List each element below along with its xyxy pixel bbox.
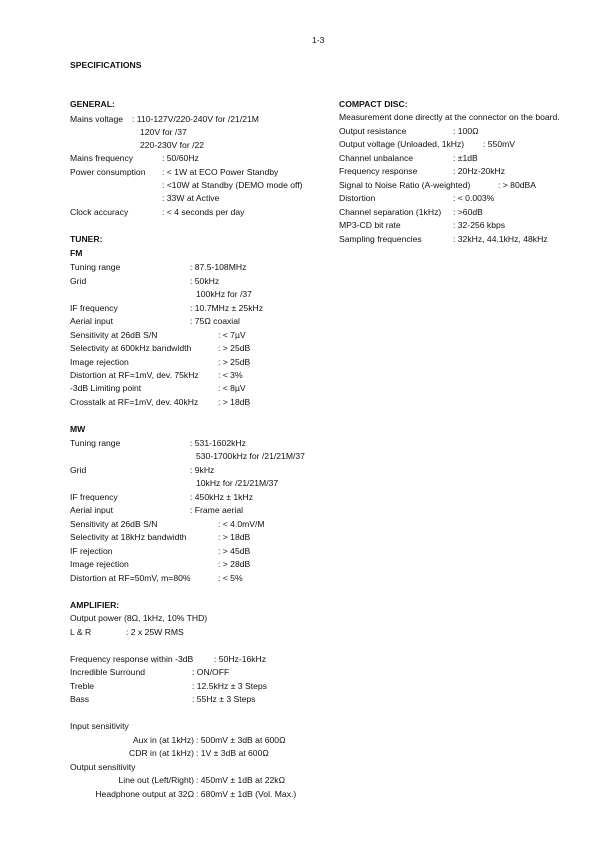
tuner-heading: TUNER: bbox=[70, 234, 103, 244]
spec-value: : 450mV ± 1dB at 22kΩ bbox=[196, 775, 286, 785]
fm-heading: FM bbox=[70, 248, 83, 258]
mw-heading: MW bbox=[70, 424, 86, 434]
spec-value: : > 18dB bbox=[218, 532, 251, 542]
spec-label: Aux in (at 1kHz) bbox=[132, 735, 194, 745]
spec-value: : 450kHz ± 1kHz bbox=[190, 492, 253, 502]
spec-value: : 50kHz bbox=[190, 276, 220, 286]
spec-value: : 50Hz-16kHz bbox=[214, 654, 267, 664]
general-heading: GENERAL: bbox=[70, 99, 115, 109]
spec-label: Selectivity at 18kHz bandwidth bbox=[70, 532, 187, 542]
spec-label: Channel unbalance bbox=[339, 153, 414, 163]
amplifier-heading: AMPLIFIER: bbox=[70, 600, 120, 610]
spec-label: Output resistance bbox=[339, 126, 407, 136]
spec-label: Power consumption bbox=[70, 167, 146, 177]
spec-label: Headphone output at 32Ω bbox=[95, 789, 194, 799]
spec-label: Selectivity at 600kHz bandwidth bbox=[70, 343, 192, 353]
spec-label: Output voltage (Unloaded, 1kHz) bbox=[339, 139, 465, 149]
spec-value: 530-1700kHz for /21/21M/37 bbox=[196, 451, 305, 461]
spec-value: : < 4 seconds per day bbox=[162, 207, 245, 217]
spec-label: Sampling frequencies bbox=[339, 234, 422, 244]
spec-label: Treble bbox=[70, 681, 95, 691]
spec-label: Bass bbox=[70, 694, 90, 704]
spec-value: : 1V ± 3dB at 600Ω bbox=[196, 748, 269, 758]
spec-value: : > 25dB bbox=[218, 357, 251, 367]
spec-label: Tuning range bbox=[70, 262, 121, 272]
compact-disc-intro: Measurement done directly at the connector on the board. bbox=[339, 112, 560, 122]
spec-value: : 12.5kHz ± 3 Steps bbox=[192, 681, 267, 691]
spec-value: : < 1W at ECO Power Standby bbox=[162, 167, 279, 177]
spec-value: : < 0.003% bbox=[453, 193, 495, 203]
spec-value: : 10.7MHz ± 25kHz bbox=[190, 303, 264, 313]
spec-value: : 9kHz bbox=[190, 465, 215, 475]
spec-value: 220-230V for /22 bbox=[140, 140, 205, 150]
spec-label: CDR in (at 1kHz) bbox=[129, 748, 194, 758]
spec-value: : 531-1602kHz bbox=[190, 438, 246, 448]
spec-value: : ON/OFF bbox=[192, 667, 230, 677]
spec-value: : 55Hz ± 3 Steps bbox=[192, 694, 256, 704]
spec-value: : > 45dB bbox=[218, 546, 251, 556]
compact-disc-heading: COMPACT DISC: bbox=[339, 99, 408, 109]
spec-value: : 75Ω coaxial bbox=[190, 316, 240, 326]
spec-row bbox=[70, 748, 540, 759]
spec-value: : < 7µV bbox=[218, 330, 246, 340]
spec-value: : 550mV bbox=[483, 139, 516, 149]
spec-value: : 32kHz, 44.1kHz, 48kHz bbox=[453, 234, 548, 244]
spec-value: : < 5% bbox=[218, 573, 243, 583]
spec-label: L & R bbox=[70, 627, 92, 637]
spec-label: -3dB Limiting point bbox=[70, 383, 142, 393]
spec-value: : >60dB bbox=[453, 207, 483, 217]
spec-value: : 100Ω bbox=[453, 126, 479, 136]
page-number: 1-3 bbox=[312, 35, 325, 45]
page-title: SPECIFICATIONS bbox=[70, 60, 142, 70]
spec-label: Mains voltage bbox=[70, 114, 124, 124]
spec-label: Aerial input bbox=[70, 505, 113, 515]
spec-value: : Frame aerial bbox=[190, 505, 244, 515]
spec-label: Incredible Surround bbox=[70, 667, 146, 677]
spec-label: Frequency response bbox=[339, 166, 418, 176]
spec-value: 120V for /37 bbox=[140, 127, 187, 137]
spec-label: IF frequency bbox=[70, 492, 118, 502]
spec-row bbox=[70, 775, 540, 786]
spec-label: Signal to Noise Ratio (A-weighted) bbox=[339, 180, 471, 190]
spec-label: Frequency response within -3dB bbox=[70, 654, 194, 664]
spec-value: : 50/60Hz bbox=[162, 153, 199, 163]
spec-label: Aerial input bbox=[70, 316, 113, 326]
spec-label: Sensitivity at 26dB S/N bbox=[70, 330, 158, 340]
spec-label: IF rejection bbox=[70, 546, 113, 556]
spec-value: : > 28dB bbox=[218, 559, 251, 569]
spec-label: Crosstalk at RF=1mV, dev. 40kHz bbox=[70, 397, 199, 407]
spec-label: MP3-CD bit rate bbox=[339, 220, 401, 230]
spec-value: : 110-127V/220-240V for /21/21M bbox=[132, 114, 259, 124]
spec-label: Tuning range bbox=[70, 438, 121, 448]
output-power-label: Output power (8Ω, 1kHz, 10% THD) bbox=[70, 613, 208, 623]
input-sensitivity-heading: Input sensitivity bbox=[70, 721, 129, 731]
spec-value: : > 18dB bbox=[218, 397, 251, 407]
spec-label: Distortion at RF=50mV, m=80% bbox=[70, 573, 191, 583]
spec-value: 100kHz for /37 bbox=[196, 289, 252, 299]
spec-label: Grid bbox=[70, 276, 87, 286]
spec-label: Distortion at RF=1mV, dev. 75kHz bbox=[70, 370, 199, 380]
spec-label: Channel separation (1kHz) bbox=[339, 207, 442, 217]
spec-value: : > 80dBA bbox=[498, 180, 536, 190]
spec-value: : < 8µV bbox=[218, 383, 246, 393]
spec-value: : <10W at Standby (DEMO mode off) bbox=[162, 180, 303, 190]
spec-value: : > 25dB bbox=[218, 343, 251, 353]
spec-label: Mains frequency bbox=[70, 153, 134, 163]
spec-label: Sensitivity at 26dB S/N bbox=[70, 519, 158, 529]
spec-label: Image rejection bbox=[70, 357, 129, 367]
output-sensitivity-heading: Output sensitivity bbox=[70, 762, 136, 772]
spec-value: : ±1dB bbox=[453, 153, 478, 163]
spec-value: : 680mV ± 1dB (Vol. Max.) bbox=[196, 789, 297, 799]
spec-value: : 20Hz-20kHz bbox=[453, 166, 506, 176]
spec-value: : < 3% bbox=[218, 370, 243, 380]
spec-label: Image rejection bbox=[70, 559, 129, 569]
spec-value: : < 4.0mV/M bbox=[218, 519, 265, 529]
spec-value: : 2 x 25W RMS bbox=[126, 627, 184, 637]
spec-label: IF frequency bbox=[70, 303, 118, 313]
spec-label: Line out (Left/Right) bbox=[118, 775, 194, 785]
spec-row bbox=[70, 789, 540, 800]
spec-label: Grid bbox=[70, 465, 87, 475]
spec-label: Clock accuracy bbox=[70, 207, 129, 217]
spec-value: 10kHz for /21/21M/37 bbox=[196, 478, 279, 488]
spec-value: : 33W at Active bbox=[162, 193, 220, 203]
spec-row bbox=[70, 735, 540, 746]
spec-value: : 87.5-108MHz bbox=[190, 262, 247, 272]
spec-value: : 500mV ± 3dB at 600Ω bbox=[196, 735, 286, 745]
spec-label: Distortion bbox=[339, 193, 376, 203]
spec-value: : 32-256 kbps bbox=[453, 220, 506, 230]
